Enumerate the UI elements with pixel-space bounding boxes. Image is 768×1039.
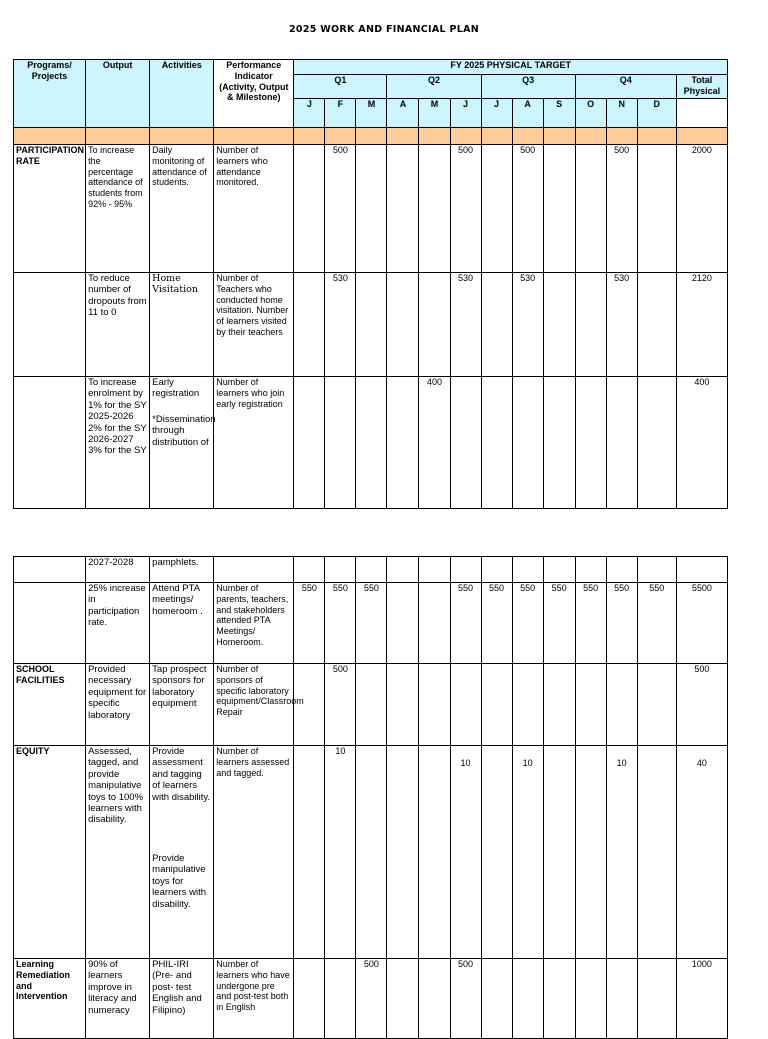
month-value <box>543 273 575 377</box>
table-row <box>14 746 728 959</box>
activity-cell <box>150 377 214 509</box>
month-value <box>575 664 606 746</box>
total-value: 2000 <box>676 145 727 273</box>
header-month: D <box>637 99 676 128</box>
month-value <box>637 664 676 746</box>
month-value: 550 <box>356 583 387 664</box>
month-value: 550 <box>450 583 481 664</box>
activity-text: Provide manipulative toys for learners with disability. <box>152 852 207 910</box>
header-month: O <box>575 99 606 128</box>
header-month: A <box>387 99 419 128</box>
month-value: 10 <box>325 746 356 959</box>
month-value <box>575 377 606 509</box>
month-value <box>294 746 325 959</box>
month-value <box>512 664 543 746</box>
header-q2: Q2 <box>387 75 481 99</box>
header-month: A <box>512 99 543 128</box>
activity-cell: pamphlets. <box>150 557 214 583</box>
program-cell <box>14 557 86 583</box>
output-cell: To increase enrolment by 1% for the SY 2025-2026 2% for the SY 2026-2027 3% for the SY <box>86 377 150 509</box>
month-value: 400 <box>419 377 450 509</box>
activity-cell <box>150 746 214 959</box>
header-indicator: Performance Indicator (Activity, Output & Milestone) <box>214 60 294 128</box>
month-value <box>637 145 676 273</box>
month-value: 550 <box>543 583 575 664</box>
month-value <box>387 959 419 1039</box>
month-value <box>294 377 325 509</box>
program-cell <box>14 273 86 377</box>
header-month: N <box>606 99 637 128</box>
month-value <box>606 664 637 746</box>
total-value: 1000 <box>676 959 727 1039</box>
month-value <box>294 959 325 1039</box>
program-cell: PARTICIPATION RATE <box>14 145 86 273</box>
indicator-cell: Number of learners who attendance monitored. <box>214 145 294 273</box>
separator-row <box>14 128 728 145</box>
indicator-cell: Number of parents, teachers, and stakeholders attended PTA Meetings/ Homeroom. <box>214 583 294 664</box>
month-value: 550 <box>575 583 606 664</box>
activity-text: *Dissemination through distribution of <box>152 413 216 448</box>
month-value <box>419 664 450 746</box>
month-value: 500 <box>450 145 481 273</box>
activity-cell: Home Visitation <box>150 273 214 377</box>
month-value <box>481 145 512 273</box>
month-value <box>543 959 575 1039</box>
month-value <box>419 273 450 377</box>
month-value: 550 <box>512 583 543 664</box>
month-value <box>481 273 512 377</box>
header-total: Total Physical <box>676 75 727 99</box>
month-value <box>325 377 356 509</box>
header-month: J <box>294 99 325 128</box>
activity-cell: Tap prospect sponsors for laboratory equipment <box>150 664 214 746</box>
month-value <box>481 377 512 509</box>
total-value: 500 <box>676 664 727 746</box>
header-month: J <box>481 99 512 128</box>
month-value <box>637 273 676 377</box>
header-q1: Q1 <box>294 75 387 99</box>
month-value <box>294 273 325 377</box>
plan-table-page-1 <box>13 59 728 509</box>
indicator-cell: Number of Teachers who conducted home visitation. Number of learners visited by their teachers <box>214 273 294 377</box>
month-value: 550 <box>606 583 637 664</box>
output-cell: Assessed, tagged, and provide manipulative toys to 100% learners with disability. <box>86 746 150 959</box>
month-value <box>387 664 419 746</box>
month-value <box>419 583 450 664</box>
month-value <box>325 959 356 1039</box>
month-value: 500 <box>325 145 356 273</box>
month-value <box>543 664 575 746</box>
header-month: M <box>419 99 450 128</box>
month-value <box>387 377 419 509</box>
month-value <box>387 273 419 377</box>
month-value: 500 <box>325 664 356 746</box>
month-value <box>637 746 676 959</box>
indicator-cell: Number of learners who have undergone pre and post-test both in English <box>214 959 294 1039</box>
output-cell: Provided necessary equipment for specific laboratory <box>86 664 150 746</box>
header-activities: Activities <box>150 60 214 128</box>
program-cell <box>14 377 86 509</box>
month-value <box>637 377 676 509</box>
header-month: J <box>450 99 481 128</box>
output-cell: To reduce number of dropouts from 11 to 0 <box>86 273 150 377</box>
table-row <box>14 377 728 509</box>
month-value <box>356 145 387 273</box>
header-output: Output <box>86 60 150 128</box>
month-value: 500 <box>450 959 481 1039</box>
month-value <box>387 746 419 959</box>
month-value: 550 <box>294 583 325 664</box>
month-value <box>575 959 606 1039</box>
month-value <box>543 377 575 509</box>
month-value <box>543 145 575 273</box>
header-physical-target: FY 2025 PHYSICAL TARGET <box>294 60 728 75</box>
month-value <box>294 145 325 273</box>
program-cell: SCHOOL FACILITIES <box>14 664 86 746</box>
total-value: 5500 <box>676 583 727 664</box>
month-value: 530 <box>512 273 543 377</box>
header-month: F <box>325 99 356 128</box>
header-q3: Q3 <box>481 75 575 99</box>
indicator-cell: Number of learners who join early registration <box>214 377 294 509</box>
table-row <box>14 557 728 583</box>
month-value <box>543 746 575 959</box>
month-value <box>356 377 387 509</box>
month-value <box>387 583 419 664</box>
table-row <box>14 145 728 273</box>
header-programs: Programs/ Projects <box>14 60 86 128</box>
month-value: 530 <box>450 273 481 377</box>
table-row <box>14 273 728 377</box>
total-value: 400 <box>676 377 727 509</box>
output-cell: 90% of learners improve in literacy and numeracy <box>86 959 150 1039</box>
program-cell: Learning Remediation and Intervention <box>14 959 86 1039</box>
month-value <box>356 746 387 959</box>
program-cell: EQUITY <box>14 746 86 959</box>
table-row <box>14 664 728 746</box>
activity-text: Early registration <box>152 377 200 400</box>
month-value: 500 <box>606 145 637 273</box>
month-value <box>356 664 387 746</box>
activity-cell: PHIL-IRI (Pre- and post- test English and Filipino) <box>150 959 214 1039</box>
month-value <box>481 746 512 959</box>
month-value <box>606 959 637 1039</box>
month-value: 550 <box>481 583 512 664</box>
activity-text: Provide assessment and tagging of learners with disability. <box>152 746 211 803</box>
month-value <box>512 377 543 509</box>
month-value: 500 <box>512 145 543 273</box>
month-value <box>606 377 637 509</box>
month-value: 550 <box>637 583 676 664</box>
month-value <box>356 273 387 377</box>
indicator-cell: Number of learners assessed and tagged. <box>214 746 294 959</box>
month-value: 500 <box>356 959 387 1039</box>
month-value: 550 <box>325 583 356 664</box>
month-value: 10 <box>450 746 481 959</box>
table-row <box>14 583 728 664</box>
activity-cell: Daily monitoring of attendance of students. <box>150 145 214 273</box>
month-value <box>450 664 481 746</box>
month-value <box>512 959 543 1039</box>
header-total-blank <box>676 99 727 128</box>
month-value <box>481 959 512 1039</box>
month-value <box>419 746 450 959</box>
indicator-cell: Number of sponsors of specific laboratory equipment/Classroom Repair <box>214 664 294 746</box>
document-title: 2025 WORK AND FINANCIAL PLAN <box>289 24 479 35</box>
month-value <box>419 145 450 273</box>
month-value <box>419 959 450 1039</box>
output-cell: To increase the percentage attendance of students from 92% - 95% <box>86 145 150 273</box>
total-value: 2120 <box>676 273 727 377</box>
month-value: 10 <box>512 746 543 959</box>
month-value <box>637 959 676 1039</box>
output-cell: 2027-2028 <box>86 557 150 583</box>
month-value <box>575 746 606 959</box>
table-row <box>14 959 728 1039</box>
header-q4: Q4 <box>575 75 676 99</box>
month-value <box>575 273 606 377</box>
month-value: 10 <box>606 746 637 959</box>
indicator-cell <box>214 557 294 583</box>
month-value: 530 <box>606 273 637 377</box>
month-value <box>450 377 481 509</box>
plan-table-page-2 <box>13 556 728 1039</box>
total-value: 40 <box>676 746 727 959</box>
header-month: M <box>356 99 387 128</box>
month-value <box>575 145 606 273</box>
month-value: 530 <box>325 273 356 377</box>
output-cell: 25% increase in participation rate. <box>86 583 150 664</box>
program-cell <box>14 583 86 664</box>
month-value <box>481 664 512 746</box>
header-month: S <box>543 99 575 128</box>
activity-cell: Attend PTA meetings/ homeroom . <box>150 583 214 664</box>
month-value <box>387 145 419 273</box>
